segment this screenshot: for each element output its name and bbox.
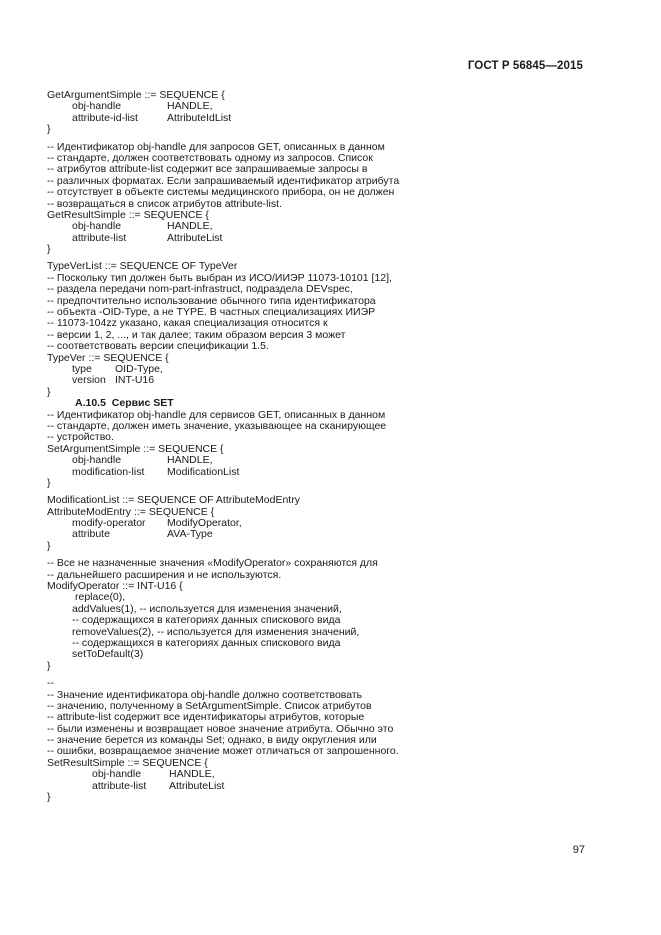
code-line: } [47,476,51,489]
code-line: attribute-list AttributeList [72,231,223,244]
comment-line: -- 11073-104zz указано, какая специализация относится к [47,317,328,330]
comment-line: -- значение берется из команды Set; однако, в виду округления или [47,734,377,747]
code-line: SetResultSimple ::= SEQUENCE { [47,756,208,769]
comment-line: -- ошибки, возвращаемое значение может отличаться от запрошенного. [47,745,399,758]
code-line: } [47,659,51,672]
comment-line: -- стандарте, должен соответствовать одному из запросов. Список [47,151,373,164]
code-line: } [47,791,51,804]
code-line: ModificationList ::= SEQUENCE OF AttributeModEntry [47,494,300,507]
code-line: attribute-list AttributeList [92,779,225,792]
code-line: replace(0), [75,591,126,604]
code-line: } [47,385,51,398]
code-line: } [47,243,51,256]
comment-line: -- возвращаться в список атрибутов attribute-list. [47,197,282,210]
code-line: AttributeModEntry ::= SEQUENCE { [47,505,215,518]
code-line: removeValues(2), -- используется для изменения значений, [72,625,360,638]
code-line: modify-operator ModifyOperator, [72,517,242,530]
code-line: type OID-Type, [72,362,163,375]
code-line: ModifyOperator ::= INT-U16 { [47,580,183,593]
code-line: version INT-U16 [72,374,155,387]
code-line: addValues(1), -- используется для изменения значений, [72,602,342,615]
code-line: GetResultSimple ::= SEQUENCE { [47,208,209,221]
comment-line: -- соответствовать версии спецификации 1.5. [47,340,269,353]
comment-line: -- attribute-list содержит все идентификаторы атрибутов, которые [47,711,365,724]
code-line: } [47,123,51,136]
comment-line: -- атрибутов attribute-list содержит все запрашиваемые запросы в [47,163,368,176]
code-listing [47,90,607,803]
code-line: GetArgumentSimple ::= SEQUENCE { [47,89,225,101]
code-line: -- содержащихся в категориях данных спискового вида [72,614,341,627]
comment-line: -- предпочтительно использование обычного типа идентификатора [47,294,376,307]
code-line: setToDefault(3) [72,648,144,661]
comment-line: -- [47,677,54,690]
code-line: SetArgumentSimple ::= SEQUENCE { [47,442,224,455]
standard-header: ГОСТ Р 56845—2015 [467,60,583,72]
code-line: attribute-id-list AttributeIdList [72,111,232,124]
comment-line: -- версии 1, 2, ..., и так далее; таким образом версия 3 может [47,328,346,341]
code-line: TypeVer ::= SEQUENCE { [47,351,169,364]
comment-line: -- устройство. [47,431,114,444]
comment-line: -- отсутствует в объекте системы медицинского прибора, он не должен [47,186,395,199]
section-heading: A.10.5 Сервис SET [75,397,174,410]
comment-line: -- Идентификатор obj-handle для сервисов GET, описанных в данном [47,408,386,421]
comment-line: -- Все не назначенные значения «ModifyOperator» сохраняются для [47,557,378,570]
code-line: obj-handle HANDLE, [72,454,213,467]
code-line: modification-list ModificationList [72,465,240,478]
code-line: obj-handle HANDLE, [72,100,213,113]
code-line: attribute AVA-Type [72,528,213,541]
comment-line: -- были изменены и возвращает новое значение атрибута. Обычно это [47,722,394,735]
comment-line: -- объекта -OID-Type, а не TYPE. В частных специализациях ИИЭР [47,306,376,319]
comment-line: -- Идентификатор obj-handle для запросов GET, описанных в данном [47,140,385,153]
comment-line: -- Поскольку тип должен быть выбран из ИСО/ИИЭР 11073-10101 [12], [47,271,392,284]
comment-line: -- значению, полученному в SetArgumentSimple. Список атрибутов [47,699,372,712]
code-line: obj-handle HANDLE, [72,220,213,233]
comment-line: -- дальнейшего расширения и не используются. [47,568,282,581]
page-number: 97 [572,844,585,856]
comment-line: -- раздела передачи nom-part-infrastruct, подраздела DEVspec, [47,283,353,296]
code-line: TypeVerList ::= SEQUENCE OF TypeVer [47,260,238,273]
code-line: obj-handle HANDLE, [92,768,215,781]
comment-line: -- Значение идентификатора obj-handle должно соответствовать [47,688,363,701]
code-line: -- содержащихся в категориях данных спискового вида [72,636,341,649]
comment-line: -- различных форматах. Если запрашиваемый идентификатор атрибута [47,174,400,187]
code-line: } [47,539,51,552]
comment-line: -- стандарте, должен иметь значение, указывающее на сканирующее [47,419,387,432]
